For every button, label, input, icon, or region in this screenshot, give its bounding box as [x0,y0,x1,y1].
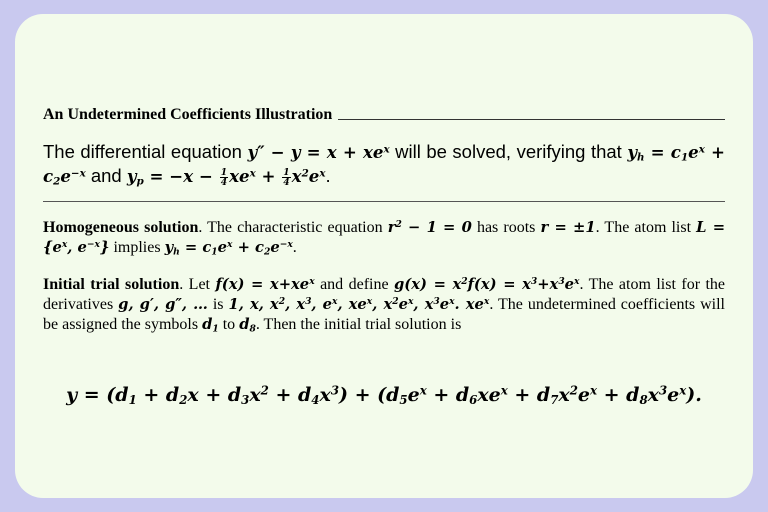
atom-list-formula: $L = \{e^x$, $e^{-x}$} [43,219,726,256]
symbol-d1: $d_1$ [202,316,219,335]
differential-equation: $y'' - y = x + xe^x$ [247,142,390,162]
homogeneous-text-3: . [595,219,600,236]
title-rule [338,119,725,120]
intro-text-1: The differential equation [43,141,242,162]
derivatives-list: g, g′, g″, … [118,296,208,313]
homogeneous-paragraph [43,218,725,258]
trial-text-6: The undetermined coefficients will be assigned the symbols [43,296,726,333]
trial-text-7: to [222,316,236,333]
trial-paragraph: Initial trial solution. Let $f(x) = x+xe^x$ and define $g(x) = x^2f(x) = x^3+x^3e^x$. The atom list for the derivatives g, g′, g″, … is 1, x, $x^2$, $x^3$, $e^x$, $xe^x$, $x^2e^x$, $x^3e^x$. $xe^x$. The undetermined coefficients will be assigned the symbols $d_1$ to $d_8$. Then the initial trial solution is [43,275,726,335]
yh-result-formula: $y_h = c_1e^x + c_2e^{-x}$ [164,238,293,258]
trial-text-3: . [579,276,584,293]
f-definition: $f(x) = x+xe^x$ [215,275,315,293]
section-divider [43,201,725,202]
homogeneous-text-5: implies [113,239,161,256]
trial-heading: Initial trial solution [43,276,180,293]
page-title: An Undetermined Coefficients Illustration [43,106,333,123]
characteristic-equation: $r^2 - 1 = 0$ [387,218,472,236]
content-card [15,14,753,498]
trial-text-8: . Then the initial trial solution is [255,316,462,333]
trial-solution-formula: $y = (d_1 + d_2x + d_3x^2 + d_4x^3) + (d_5e^x + d_6xe^x + d_7x^2e^x + d_8x^3e^x)$. [66,383,702,407]
trial-text-2: and define [320,276,389,293]
homogeneous-text-6: . [292,239,297,256]
derivative-atoms: 1, x, $x^2$, $x^3$, $e^x$, $xe^x$, $x^2e^x$, $x^3e^x$. $xe^x$ [228,295,490,313]
roots-formula: r = ±1 [540,219,596,236]
trial-text-5: is [212,296,224,313]
intro-text-3: and [90,165,122,186]
yp-formula: $y_p = -x$ − $\frac{1}{4}$ $xe^x$ + $\frac{1}{4}$ $x^2e^x$ [126,166,326,188]
trial-text-4: The atom list for the derivatives [43,276,726,313]
trial-text-1: . Let [179,276,210,293]
g-definition: $g(x) = x^2f(x) = x^3+x^3e^x$ [394,275,580,293]
title-row [43,106,725,124]
intro-text-2: will be solved, verifying that [395,141,622,162]
homogeneous-text-4: The atom list [604,219,692,236]
homogeneous-heading: Homogeneous solution [43,219,199,236]
symbol-d8: $d_8$ [239,316,256,335]
homogeneous-text-2: has roots [476,219,536,236]
intro-paragraph: The differential equation $y'' - y = x + xe^x$ will be solved, verifying that $y_h = c_1e^x + c_2e^{-x}$ and $y_p = -x$ − $\frac{1}{4}$ $xe^x$ + $\frac{1}{4}$ $x^2e^x$. [43,141,725,188]
homogeneous-text-1: . The characteristic equation [198,219,383,236]
yh-formula: $y_h = c_1e^x + c_2e^{-x}$ [43,142,725,188]
trial-solution-equation [43,384,725,407]
